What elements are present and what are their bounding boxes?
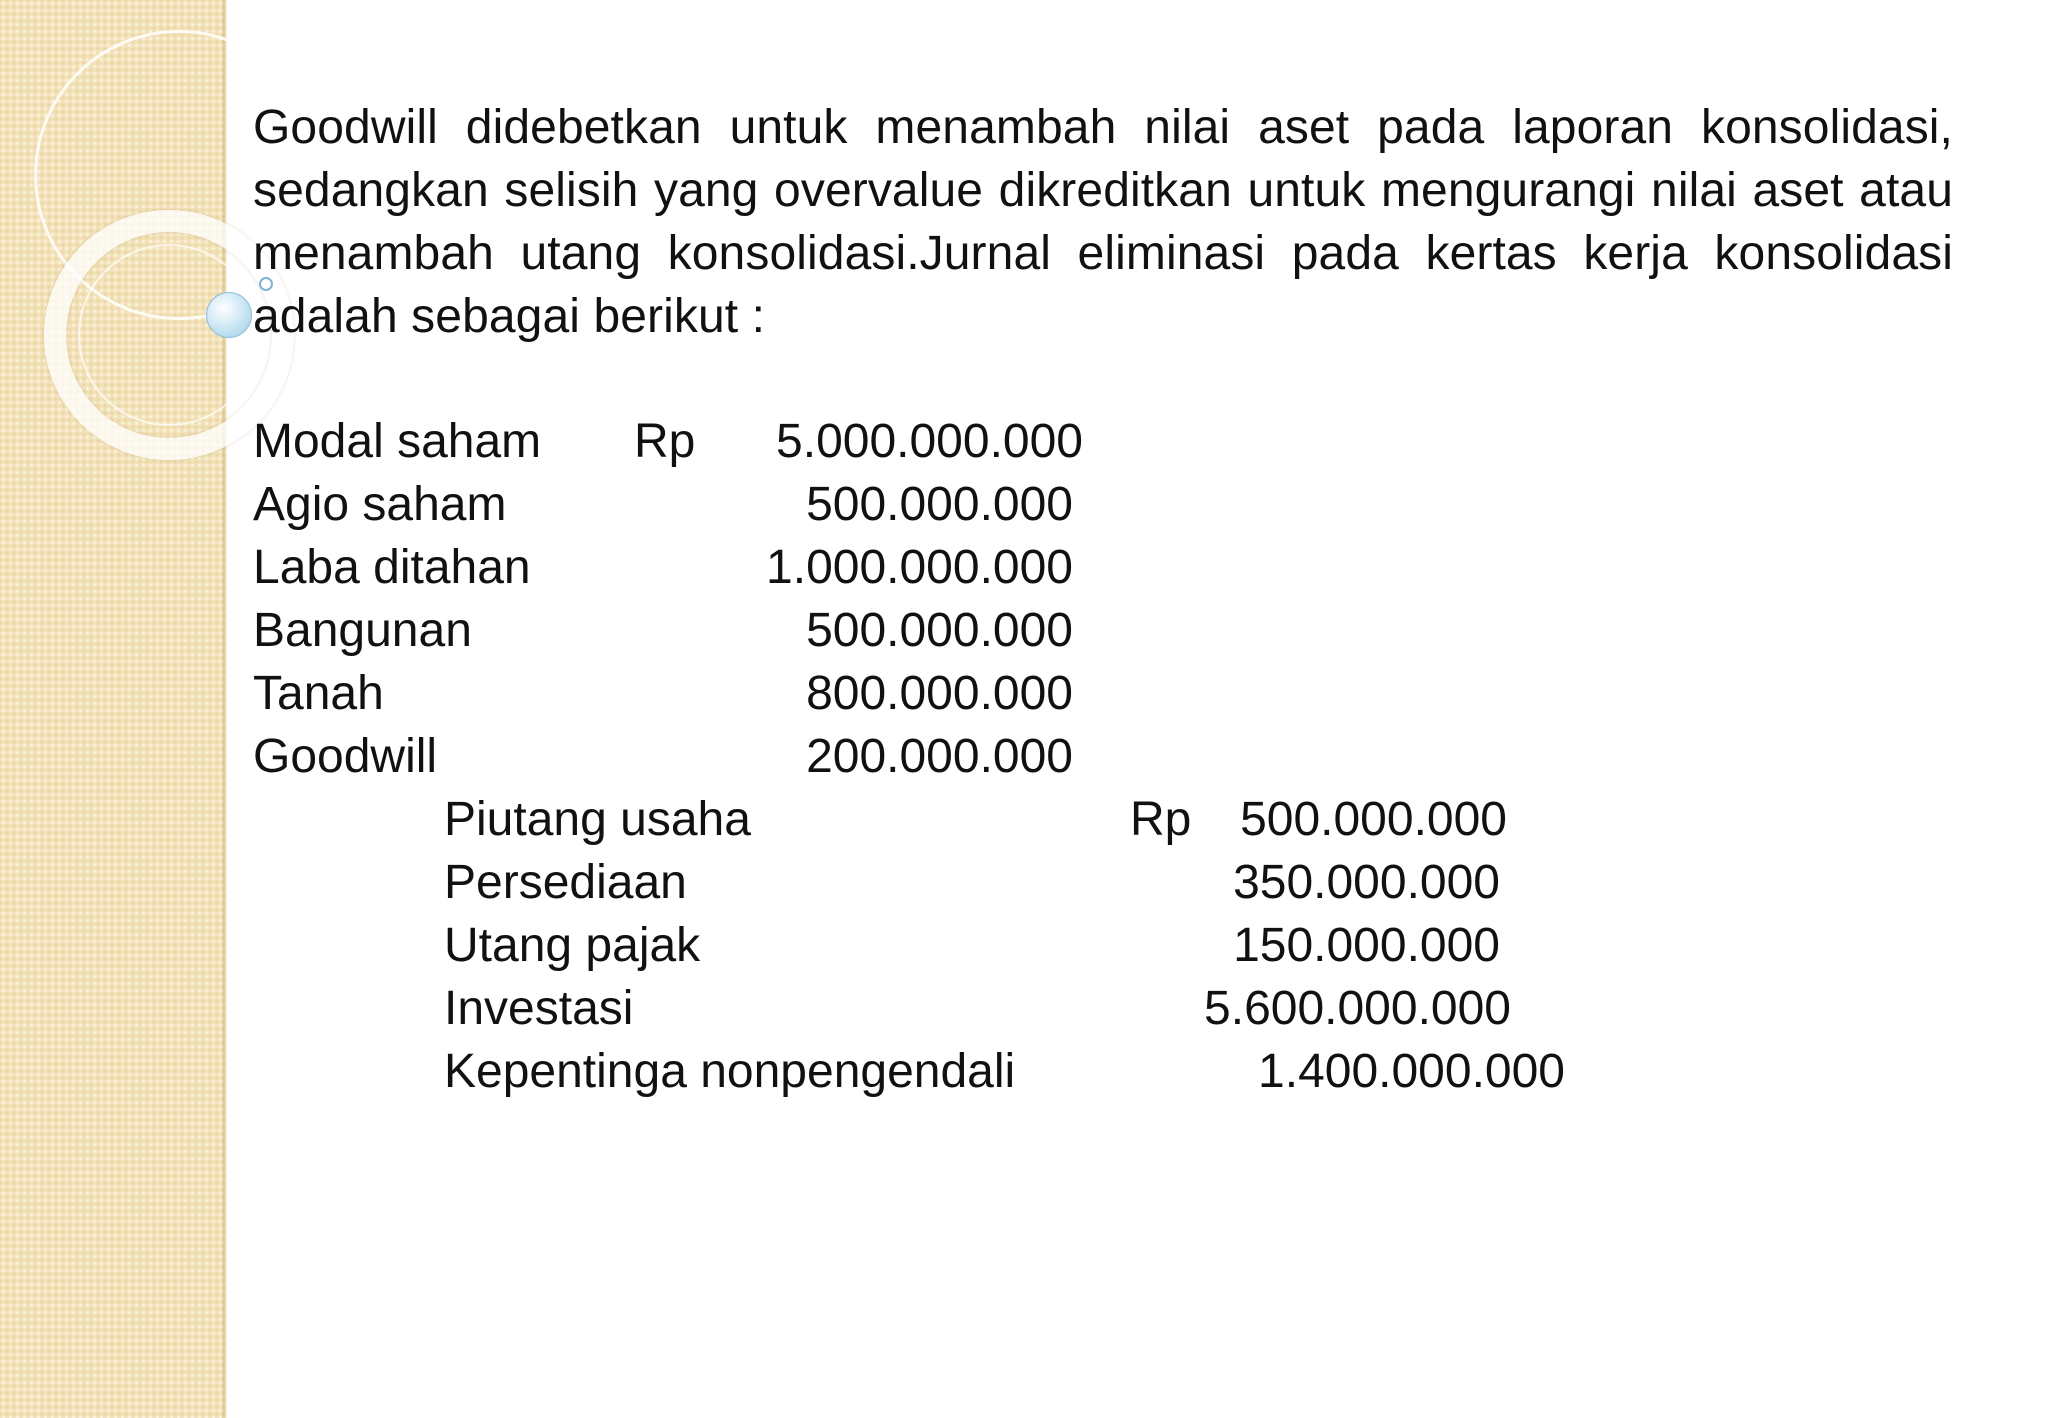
account-label: Bangunan — [253, 604, 472, 657]
debit-amount: 1.000.000.000 — [766, 541, 1073, 594]
credit-row — [253, 914, 1953, 977]
credit-amount: 500.000.000 — [1240, 793, 1507, 846]
debit-row — [253, 536, 1073, 599]
slide-body — [253, 96, 1953, 348]
decorative-bubble-icon — [206, 292, 252, 338]
account-label: Utang pajak — [444, 919, 701, 972]
credit-row — [253, 977, 1953, 1040]
credit-row — [253, 1040, 1953, 1103]
debit-amount: 500.000.000 — [806, 478, 1073, 531]
account-label: Laba ditahan — [253, 541, 531, 594]
debit-amount: 200.000.000 — [806, 730, 1073, 783]
debit-amount: 800.000.000 — [806, 667, 1073, 720]
account-label: Piutang usaha — [444, 793, 751, 846]
account-label: Tanah — [253, 667, 384, 720]
account-label: Persediaan — [444, 856, 687, 909]
debit-row — [253, 473, 1073, 536]
credit-amount: 1.400.000.000 — [1258, 1045, 1565, 1098]
debit-row — [253, 662, 1073, 725]
currency-label: Rp — [634, 415, 696, 468]
account-label: Goodwill — [253, 730, 438, 783]
account-label: Agio saham — [253, 478, 507, 531]
credit-amount: 5.600.000.000 — [1204, 982, 1511, 1035]
currency-label: Rp — [1130, 793, 1192, 846]
intro-paragraph: Goodwill didebetkan untuk menambah nilai aset pada laporan konsolidasi, sedangkan selisih yang overvalue dikreditkan untuk mengurangi nilai aset atau menambah utang konsolidasi.Jurnal eliminasi pada kertas kerja konsolidasi adalah sebagai berikut : — [253, 101, 1953, 343]
account-label: Kepentinga nonpengendali — [444, 1045, 1016, 1098]
account-label: Modal saham — [253, 415, 542, 468]
debit-row — [253, 410, 1083, 473]
credit-row — [253, 788, 1953, 851]
credit-amount: 150.000.000 — [1233, 919, 1500, 972]
credit-row — [253, 851, 1953, 914]
debit-row — [253, 599, 1073, 662]
debit-amount: 500.000.000 — [806, 604, 1073, 657]
account-label: Investasi — [444, 982, 634, 1035]
debit-row — [253, 725, 1073, 788]
debit-amount: 5.000.000.000 — [776, 415, 1083, 468]
credit-amount: 350.000.000 — [1233, 856, 1500, 909]
